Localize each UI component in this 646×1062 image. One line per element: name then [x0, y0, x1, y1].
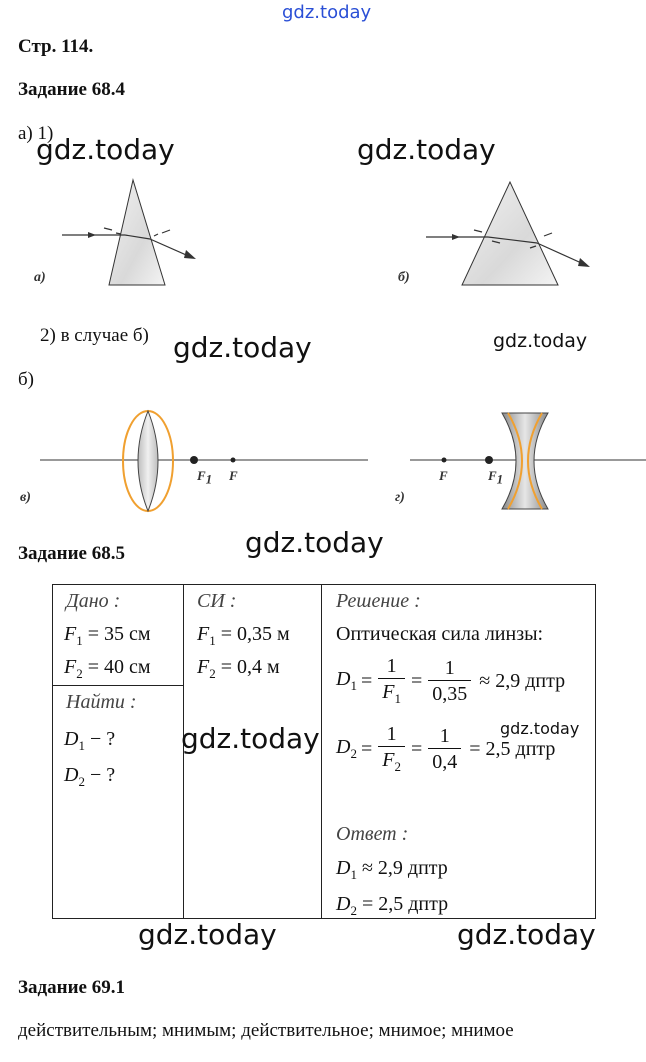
watermark: gdz.today: [173, 331, 312, 364]
watermark: gdz.today: [36, 133, 175, 166]
part-a-label: а) 1): [18, 123, 54, 144]
figure-label-v: в): [20, 490, 31, 505]
table-divider-given-find: [52, 685, 183, 686]
focus-point-f1-left: [190, 456, 198, 464]
answer-2: 2) в случае б): [40, 325, 149, 346]
prism-b: [462, 182, 558, 285]
solution-text: Оптическая сила линзы:: [336, 623, 544, 645]
watermark: gdz.today: [181, 722, 320, 755]
watermark: gdz.today: [357, 133, 496, 166]
watermark: gdz.today: [500, 719, 580, 738]
answer-d1: $D_1 \approx 2,9$ дптр: [336, 857, 448, 882]
si-f1: $F_1 = 0,35$ м: [197, 623, 290, 648]
si-header: СИ :: [197, 590, 237, 612]
given-f1: $F_1 = 35$ см: [64, 623, 151, 648]
watermark: gdz.today: [457, 918, 596, 951]
prism-a: [109, 180, 165, 285]
figure-label-a: а): [34, 270, 46, 285]
label-f1-right: $F_1$: [488, 468, 504, 487]
focus-point-f-right: [442, 458, 447, 463]
label-f-left: F: [229, 468, 238, 483]
task-69-1-answer: действительным; мнимым; действительное; мнимое; мнимое: [18, 1020, 514, 1041]
solution-header: Решение :: [336, 590, 421, 612]
equation-d1: $D_1$ = $\frac{1}{F_1}$ = $\frac{1}{0,35}$ ≈ 2,9 дптр: [336, 655, 566, 706]
convex-lens: [138, 411, 158, 511]
label-f-right: F: [439, 468, 448, 483]
find-header: Найти :: [66, 691, 137, 713]
si-f2: $F_2 = 0,4$ м: [197, 656, 280, 681]
task-69-1-title: Задание 69.1: [18, 977, 125, 998]
given-header: Дано :: [66, 590, 121, 612]
label-f1-left: $F_1$: [197, 468, 213, 487]
page-reference: Стр. 114.: [18, 36, 94, 57]
find-d1: $D_1$ − ?: [64, 728, 116, 753]
watermark: gdz.today: [245, 526, 384, 559]
watermark-top: gdz.today: [282, 2, 372, 23]
equation-d2: $D_2$ = $\frac{1}{F_2}$ = $\frac{1}{0,4}$ = 2,5 дптр: [336, 723, 556, 774]
concave-lens: [502, 413, 548, 509]
answer-header: Ответ :: [336, 823, 409, 845]
figure-label-b: б): [398, 270, 410, 285]
prism-figures: [0, 170, 646, 300]
watermark: gdz.today: [138, 918, 277, 951]
lens-figures: [0, 405, 646, 520]
focus-point-f-left: [231, 458, 236, 463]
answer-d2: $D_2 = 2,5$ дптр: [336, 893, 449, 918]
task-68-4-title: Задание 68.4: [18, 79, 125, 100]
given-f2: $F_2 = 40$ см: [64, 656, 151, 681]
focus-point-f1-right: [485, 456, 493, 464]
part-b-label: б): [18, 369, 34, 390]
watermark: gdz.today: [493, 330, 588, 352]
figure-label-g: г): [395, 490, 405, 505]
task-68-5-title: Задание 68.5: [18, 543, 125, 564]
table-divider-2: [321, 584, 322, 919]
find-d2: $D_2$ − ?: [64, 764, 116, 789]
